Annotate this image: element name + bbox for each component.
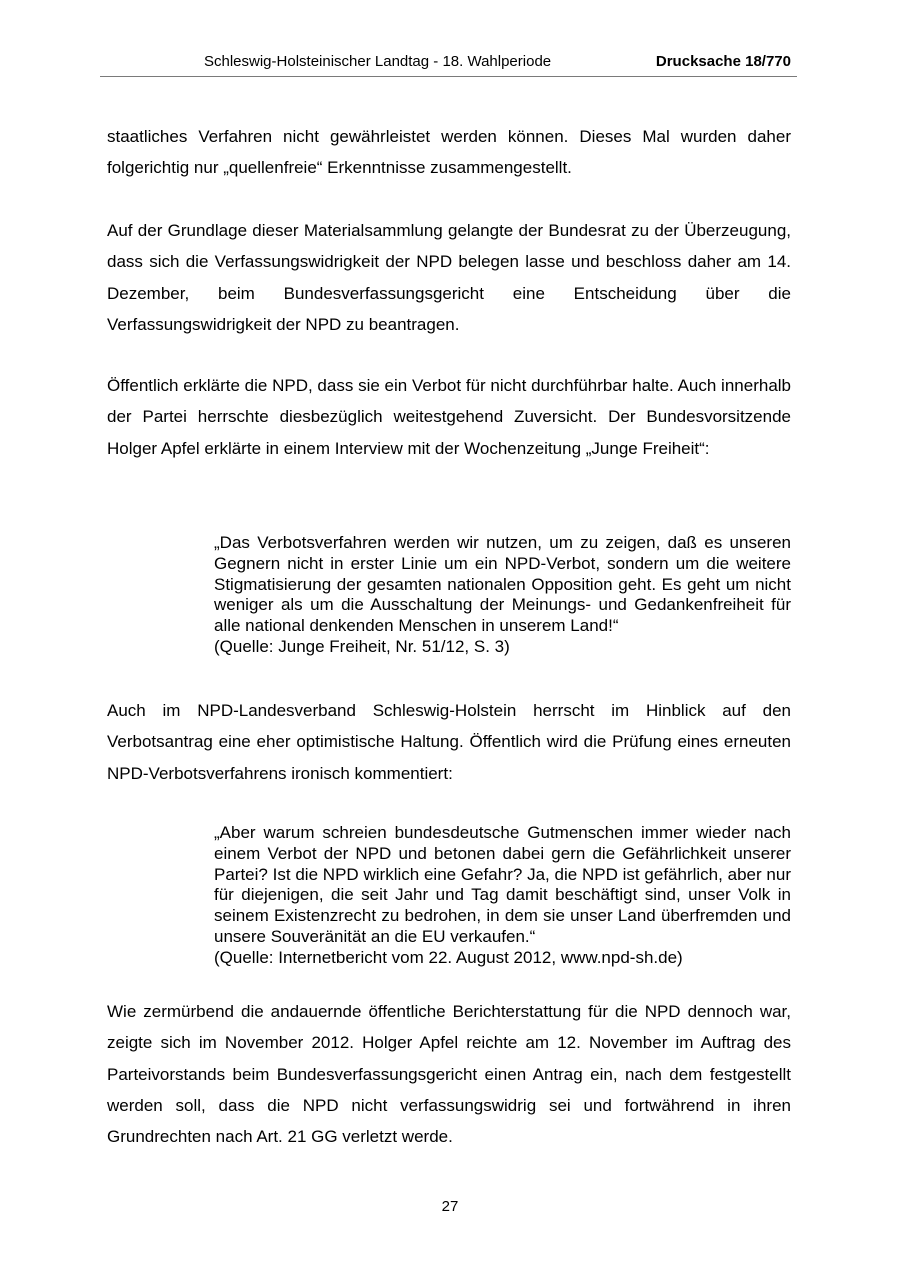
paragraph-1: staatliches Verfahren nicht gewährleistet werden können. Dieses Mal wurden daher folgerichtig nur „quellenfreie“ Erkenntnisse zusammengestellt. [107, 127, 791, 178]
document-number: Drucksache 18/770 [655, 53, 791, 70]
page-header [100, 52, 797, 77]
page-number: 27 [441, 1198, 459, 1215]
paragraph-4: Auch im NPD-Landesverband Schleswig-Holstein herrscht im Hinblick auf den Verbotsantrag eine eher optimistische Haltung. Öffentlich wird die Prüfung eines erneuten NPD-Verbotsverfahrens ironisch kommentiert: [107, 701, 791, 783]
block-quote-1 [214, 533, 791, 658]
block-quote-2 [214, 823, 791, 969]
paragraph-5: Wie zermürbend die andauernde öffentliche Berichterstattung für die NPD dennoch war, zeigte sich im November 2012. Holger Apfel reichte am 12. November im Auftrag des Parteivorstands beim Bundesverfassungsgericht einen Antrag ein, nach dem festgestellt werden soll, dass die NPD nicht verfassungswidrig sei und fortwährend in ihren Grundrechten nach Art. 21 GG verletzt werde. [107, 1002, 791, 1147]
paragraph-2: Auf der Grundlage dieser Materialsammlung gelangte der Bundesrat zu der Überzeugung, dass sich die Verfassungswidrigkeit der NPD belegen lasse und beschloss daher am 14. Dezember, beim Bundesverfassungsgericht eine Entscheidung über die Verfassungswidrigkeit der NPD zu beantragen. [107, 221, 791, 334]
quote-source: (Quelle: Junge Freiheit, Nr. 51/12, S. 3) [214, 636, 510, 656]
header-title: Schleswig-Holsteinischer Landtag - 18. Wahlperiode [204, 53, 552, 70]
quote-source: (Quelle: Internetbericht vom 22. August 2012, www.npd-sh.de) [214, 947, 683, 967]
quote-text: „Aber warum schreien bundesdeutsche Gutmenschen immer wieder nach einem Verbot der NPD und betonen dabei gern die Gefährlichkeit unserer Partei? Ist die NPD wirklich eine Gefahr? Ja, die NPD ist gefährlich, aber nur für diejenigen, die seit Jahr und Tag damit beschäftigt sind, unser Volk in seinem Existenzrecht zu bedrohen, in dem sie unser Land überfremden und unsere Souveränität an die EU verkaufen.“ [214, 823, 791, 946]
paragraph-3: Öffentlich erklärte die NPD, dass sie ein Verbot für nicht durchführbar halte. Auch innerhalb der Partei herrschte diesbezüglich weitestgehend Zuversicht. Der Bundesvorsitzende Holger Apfel erklärte in einem Interview mit der Wochenzeitung „Junge Freiheit“: [107, 376, 791, 458]
quote-text: „Das Verbotsverfahren werden wir nutzen, um zu zeigen, daß es unseren Gegnern nicht in erster Linie um ein NPD-Verbot, sondern um die weitere Stigmatisierung der gesamten nationalen Opposition geht. Es geht um nicht weniger als um die Ausschaltung der Meinungs- und Gedankenfreiheit für alle national denkenden Menschen in unserem Land!“ [214, 533, 791, 636]
